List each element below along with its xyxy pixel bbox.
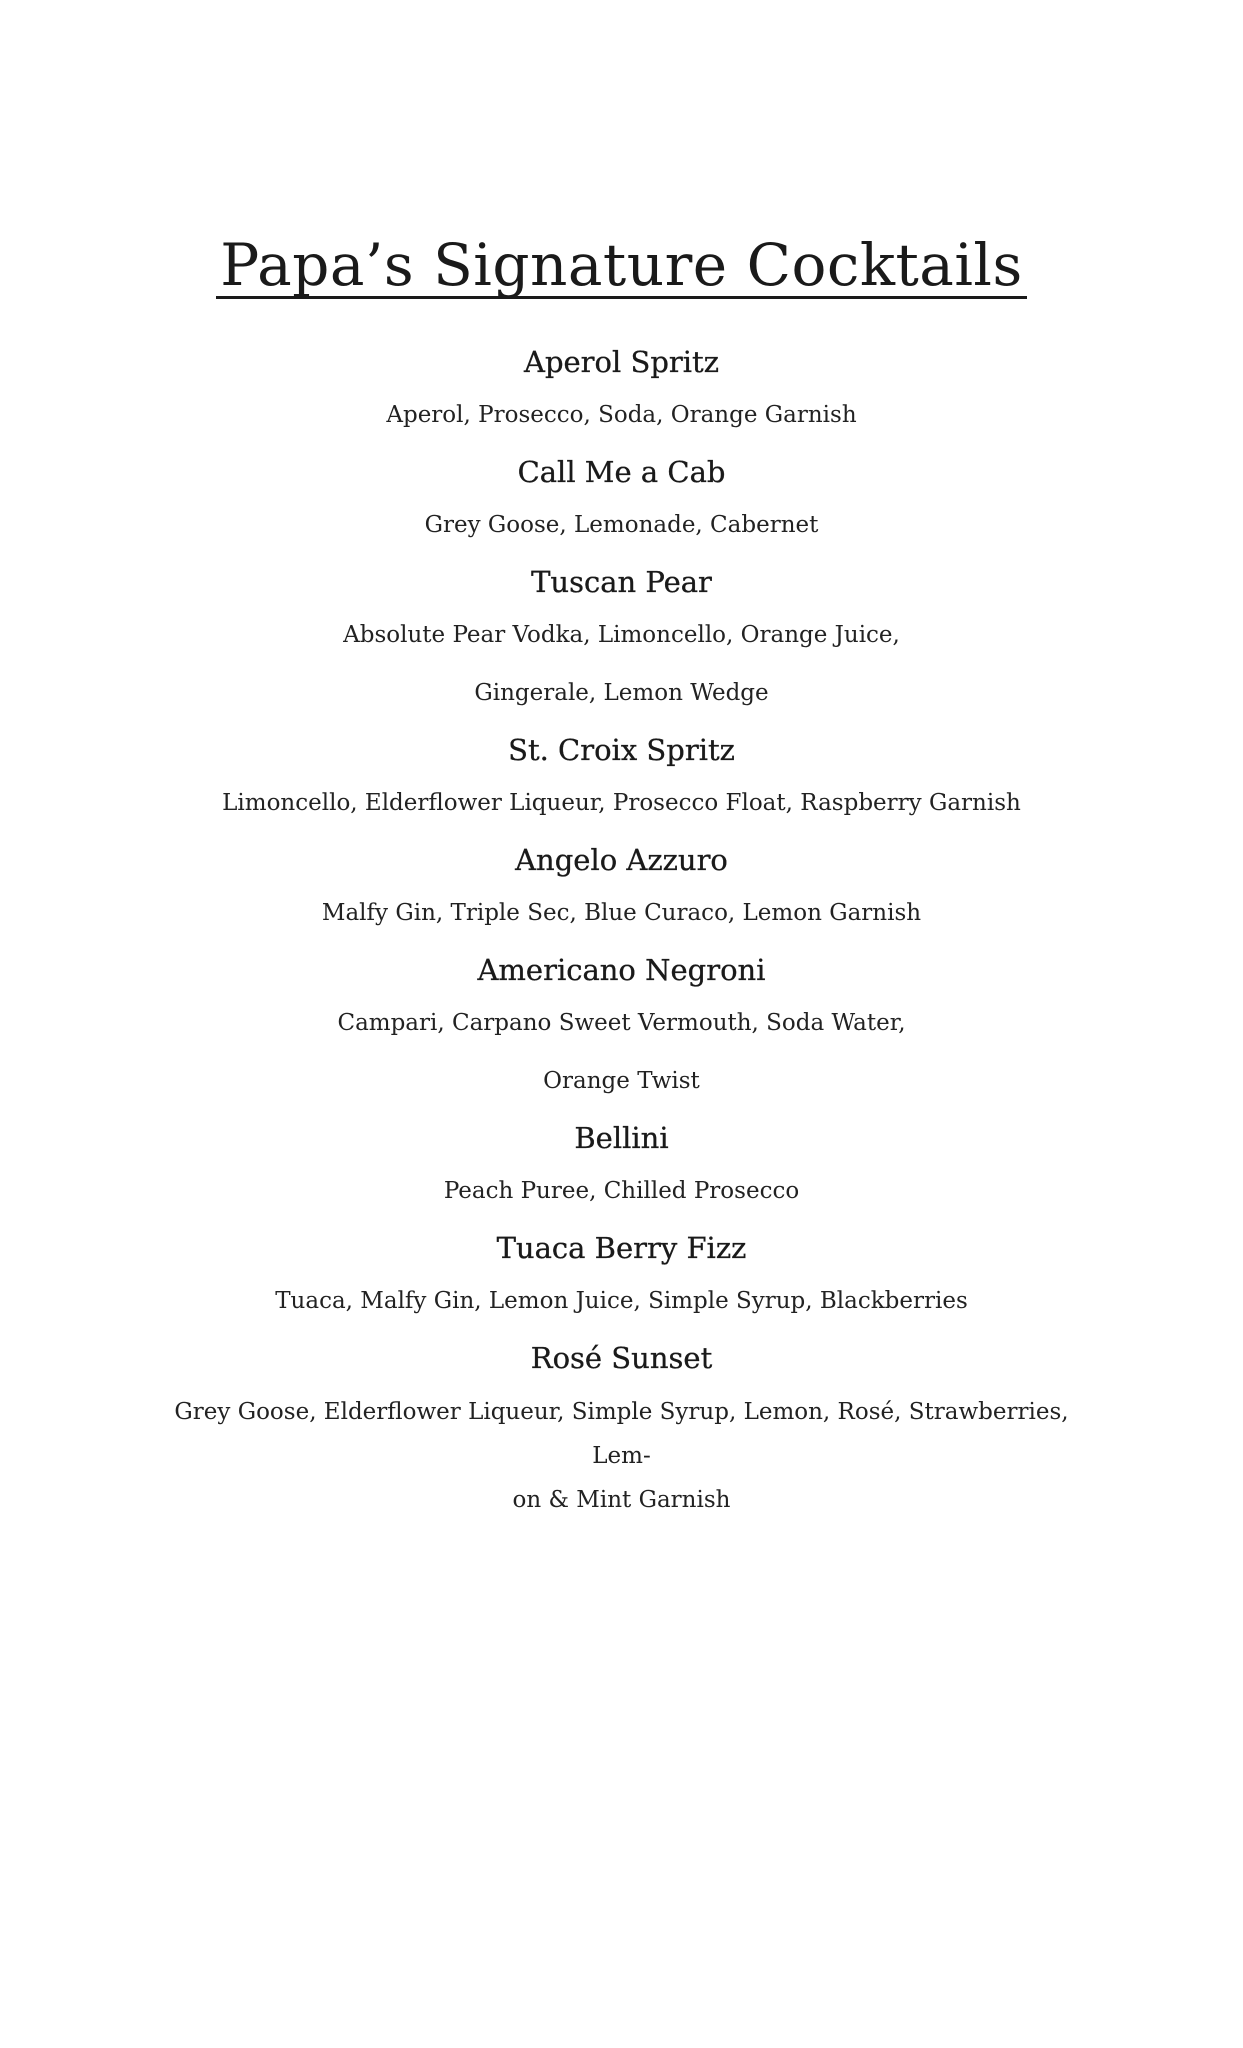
menu-item-description: Aperol, Prosecco, Soda, Orange Garnish — [386, 402, 857, 428]
menu-item-name: Aperol Spritz — [524, 345, 719, 379]
menu-item-name: St. Croix Spritz — [508, 733, 735, 767]
menu-item-description: Orange Twist — [543, 1068, 700, 1094]
menu-item — [0, 946, 1243, 1110]
menu-item — [0, 1114, 1243, 1220]
menu-item-name: Americano Negroni — [477, 953, 766, 987]
menu-item — [0, 1224, 1243, 1330]
menu-item-name: Tuscan Pear — [531, 565, 712, 599]
page-title-text: Papa’s Signature Cocktails — [216, 234, 1027, 299]
menu-item-description: Absolute Pear Vodka, Limoncello, Orange Juice, — [343, 622, 900, 648]
menu-item-description: Peach Puree, Chilled Prosecco — [443, 1178, 800, 1204]
menu-item-description: Malfy Gin, Triple Sec, Blue Curaco, Lemon Garnish — [321, 900, 922, 926]
menu-item — [0, 338, 1243, 444]
menu-item-name: Rosé Sunset — [530, 1341, 713, 1375]
menu-item — [0, 448, 1243, 554]
menu-item — [0, 726, 1243, 832]
menu-item-description: Campari, Carpano Sweet Vermouth, Soda Water, — [337, 1010, 906, 1036]
menu-item-name: Call Me a Cab — [517, 455, 726, 489]
menu-item-name: Bellini — [574, 1121, 669, 1155]
menu-item-description: Grey Goose, Lemonade, Cabernet — [424, 512, 819, 538]
menu-item — [0, 836, 1243, 942]
menu-item — [0, 1334, 1243, 1528]
menu-item-description: Gingerale, Lemon Wedge — [474, 680, 769, 706]
menu-item-description-line: Grey Goose, Elderflower Liqueur, Simple Syrup, Lemon, Rosé, Strawberries, Lem- — [174, 1399, 1069, 1469]
menu-item-description: Tuaca, Malfy Gin, Lemon Juice, Simple Syrup, Blackberries — [275, 1288, 968, 1314]
menu-item-description-line: on & Mint Garnish — [512, 1487, 731, 1513]
menu-item — [0, 558, 1243, 722]
menu-item-name: Angelo Azzuro — [515, 843, 728, 877]
page-title — [0, 232, 1243, 299]
menu-item-description: Limoncello, Elderflower Liqueur, Prosecco Float, Raspberry Garnish — [222, 790, 1021, 816]
menu-item-name: Tuaca Berry Fizz — [496, 1231, 747, 1265]
cocktail-list — [0, 338, 1243, 1528]
menu-item-description — [172, 1382, 1072, 1528]
